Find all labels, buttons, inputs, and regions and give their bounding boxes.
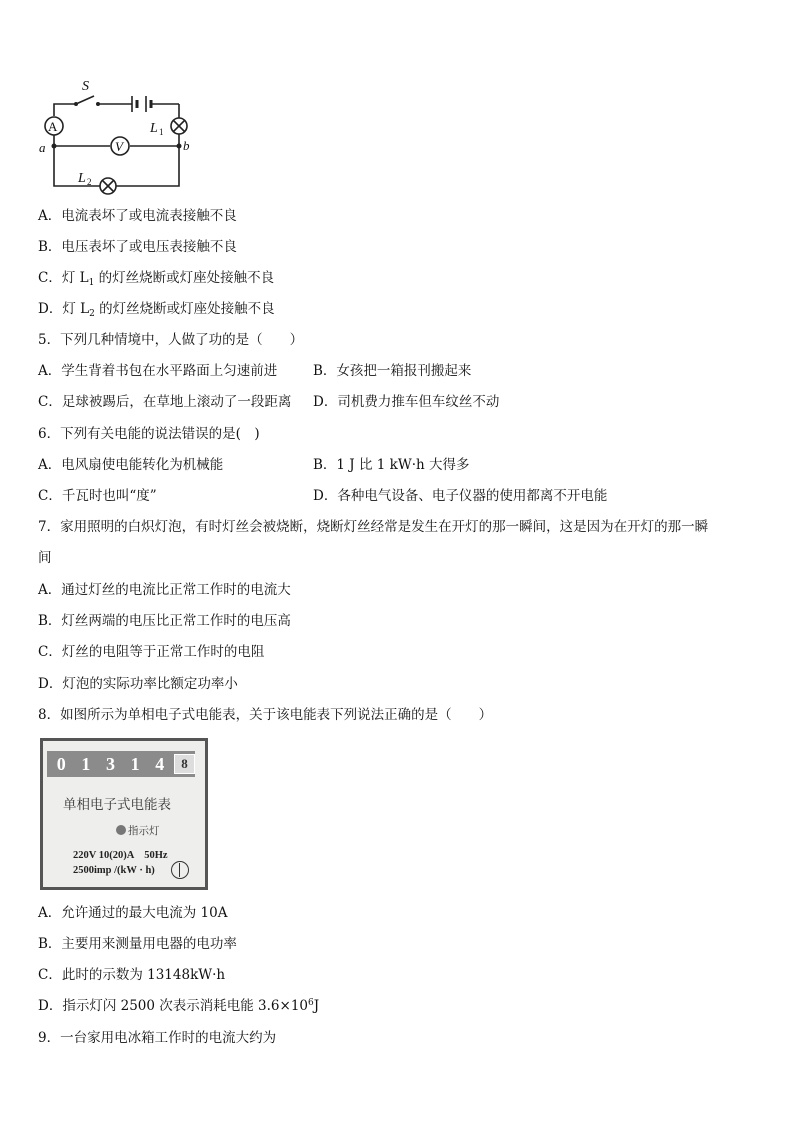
meter-digit: 1 <box>81 753 91 774</box>
q8-option-b: B．主要用来测量用电器的电功率 <box>38 936 237 952</box>
q6-option-c: C．千瓦时也叫“度” <box>38 488 157 504</box>
node-a-label: a <box>39 140 46 155</box>
q7-stem-line2: 间 <box>38 550 52 566</box>
node-b-dot <box>177 144 182 149</box>
voltmeter-label: V <box>115 139 123 154</box>
node-a-dot <box>52 144 57 149</box>
meter-digit: 4 <box>155 753 165 774</box>
indicator-light-icon <box>116 825 126 835</box>
q6-option-d: D．各种电气设备、电子仪器的使用都离不开电能 <box>313 488 608 504</box>
q4-option-b: B．电压表坏了或电压表接触不良 <box>38 239 237 255</box>
q7-option-a: A．通过灯丝的电流比正常工作时的电流大 <box>38 582 291 598</box>
node-b-label: b <box>183 138 190 153</box>
q8-option-a: A．允许通过的最大电流为 10A <box>38 905 228 921</box>
q5-option-a: A．学生背着书包在水平路面上匀速前进 <box>38 363 278 379</box>
q4-option-d: D．灯 $L_2$ 的灯丝烧断或灯座处接触不良 <box>38 301 275 319</box>
q5-option-d: D．司机费力推车但车纹丝不动 <box>313 394 500 410</box>
q5-option-c: C．足球被踢后，在草地上滚动了一段距离 <box>38 394 292 410</box>
q8-option-c: C．此时的示数为 13148kW·h <box>38 967 226 983</box>
q7-stem-line1: 7．家用照明的白炽灯泡，有时灯丝会被烧断，烧断灯丝经常是发生在开灯的那一瞬间，这是因为在开灯的那一瞬 <box>38 519 709 535</box>
meter-digit-decimal: 8 <box>174 754 195 774</box>
lamp2-subscript: 2 <box>87 177 92 187</box>
meter-display <box>47 751 195 777</box>
q8-option-d: D．指示灯闪 2500 次表示消耗电能 $3.6\times 10^6J$ <box>38 998 320 1014</box>
q9-stem: 9．一台家用电冰箱工作时的电流大约为 <box>38 1030 277 1046</box>
q7-option-c: C．灯丝的电阻等于正常工作时的电阻 <box>38 644 265 660</box>
q4-option-c: C．灯 $L_1$ 的灯丝烧断或灯座处接触不良 <box>38 270 275 288</box>
q5-option-b: B．女孩把一箱报刊搬起来 <box>313 363 472 379</box>
q6-option-a: A．电风扇使电能转化为机械能 <box>38 457 224 473</box>
q5-stem: 5．下列几种情境中，人做了功的是（ ） <box>38 332 304 348</box>
q6-stem: 6．下列有关电能的说法错误的是( ) <box>38 426 260 442</box>
meter-digit: 0 <box>56 753 66 774</box>
meter-digit: 1 <box>130 753 140 774</box>
meter-digit: 3 <box>106 753 116 774</box>
q6-option-b: B．1 J 比 1 kW·h 大得多 <box>313 457 470 473</box>
meter-title: 单相电子式电能表 <box>63 797 171 813</box>
circuit-diagram <box>36 76 196 196</box>
ammeter-label: A <box>48 119 58 134</box>
meter-indicator: 指示灯 <box>116 823 160 838</box>
meter-dial-icon <box>171 861 189 879</box>
lamp2-label: L <box>78 171 86 186</box>
switch-label: S <box>82 79 89 94</box>
meter-spec-line1: 220V 10(20)A 50Hz <box>73 850 168 861</box>
q7-option-b: B．灯丝两端的电压比正常工作时的电压高 <box>38 613 291 629</box>
electric-meter-image <box>40 738 208 890</box>
q4-option-a: A．电流表坏了或电流表接触不良 <box>38 208 237 224</box>
q8-stem: 8．如图所示为单相电子式电能表，关于该电能表下列说法正确的是（ ） <box>38 707 493 723</box>
meter-spec-line2: 2500imp /(kW · h) <box>73 865 155 876</box>
q7-option-d: D．灯泡的实际功率比额定功率小 <box>38 676 238 692</box>
lamp1-subscript: 1 <box>159 127 164 137</box>
lamp1-label: L <box>150 121 158 136</box>
